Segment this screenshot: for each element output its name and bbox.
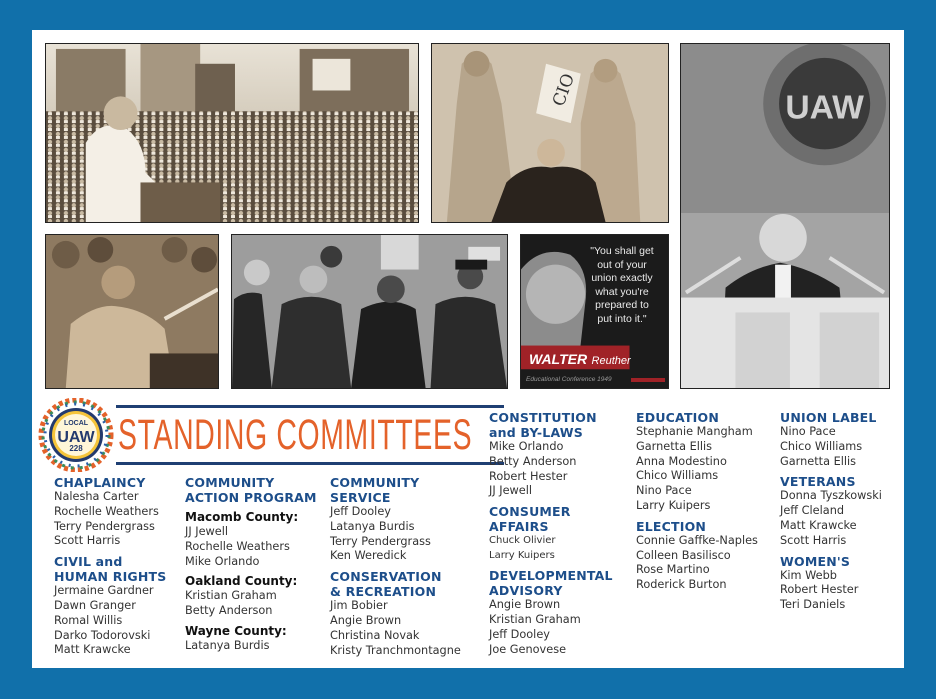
member-name: Jim Bobier <box>330 599 388 613</box>
member-name: Connie Gaffke-Naples <box>636 533 758 547</box>
committee-developmental <box>489 568 634 657</box>
committee-veterans <box>780 474 900 548</box>
svg-text:UAW: UAW <box>57 429 95 446</box>
member-name: Darko Todorovski <box>54 628 151 642</box>
member-name: Jermaine Gardner <box>54 584 154 598</box>
committee-title: WOMEN'S <box>780 553 851 569</box>
member-name: Robert Hester <box>780 583 859 597</box>
member-name: JJ Jewell <box>185 525 229 538</box>
quote-text: "You shall get out of your union exactly what you're prepared to put into it." <box>590 245 654 325</box>
member-name: Mike Orlando <box>489 440 564 453</box>
member-name: Christina Novak <box>330 628 420 642</box>
photo-reuther-quote <box>520 234 669 389</box>
committee-womens <box>780 554 900 613</box>
member-name: Kristian Graham <box>185 589 277 603</box>
member-name: Chico Williams <box>780 439 863 453</box>
member-name: Nino Pace <box>780 425 836 438</box>
member-name: Angie Brown <box>330 613 402 627</box>
member-name: Chico Williams <box>636 469 719 483</box>
photo-civil-rights-march <box>231 234 508 389</box>
member-name: Robert Hester <box>489 469 568 483</box>
standing-committees-header <box>38 398 473 472</box>
committee-title: CONSUMER <box>489 504 571 520</box>
committee-column-3 <box>330 475 488 663</box>
member-name: Jeff Cleland <box>780 504 845 518</box>
member-name: Jeff Dooley <box>330 505 391 518</box>
photo-rally-speech <box>45 43 419 223</box>
committee-title: EDUCATION <box>636 410 720 425</box>
member-name: Anna Modestino <box>636 454 727 468</box>
county-label: Macomb County: <box>185 510 299 524</box>
member-name: Jeff Dooley <box>489 627 550 641</box>
committee-title: HUMAN RIGHTS <box>54 569 167 585</box>
member-name: Scott Harris <box>780 533 847 547</box>
page-title: STANDING COMMITTEES <box>118 411 473 459</box>
photo-uaw-podium <box>680 43 890 389</box>
committee-title: ELECTION <box>636 518 707 534</box>
committee-consumer-affairs <box>489 504 634 563</box>
member-name: Joe Genovese <box>489 642 567 656</box>
committee-title: DEVELOPMENTAL <box>489 568 613 584</box>
committee-title: VETERANS <box>780 474 856 490</box>
member-name: Betty Anderson <box>489 454 577 468</box>
committee-title: and BY-LAWS <box>489 425 583 440</box>
committee-education <box>636 410 779 514</box>
member-name: Dawn Granger <box>54 598 136 612</box>
member-name: Romal Willis <box>54 613 123 627</box>
member-name: Ken Weredick <box>330 549 407 563</box>
committee-civil-rights <box>54 554 184 658</box>
committee-conservation <box>330 569 488 658</box>
committee-election <box>636 519 779 593</box>
member-name: Colleen Basilisco <box>636 548 731 562</box>
committee-union-label <box>780 410 900 469</box>
svg-text:CIO: CIO <box>547 70 579 109</box>
photo-cio-mural <box>431 43 669 223</box>
member-name: Teri Daniels <box>780 598 846 612</box>
svg-text:UAW: UAW <box>785 88 864 127</box>
committee-column-6 <box>780 410 900 618</box>
member-name: Garnetta Ellis <box>636 439 713 453</box>
quote-attribution: WALTER Reuther <box>529 351 631 367</box>
committee-column-1 <box>54 475 184 663</box>
member-name: Roderick Burton <box>636 578 727 592</box>
committee-title: CONSERVATION <box>330 569 442 585</box>
committee-title: CHAPLAINCY <box>54 475 146 490</box>
member-name: Kim Webb <box>780 568 837 582</box>
committee-title: COMMUNITY <box>185 475 275 490</box>
member-name: Kristy Tranchmontagne <box>330 643 461 657</box>
title-rule-top <box>116 405 504 408</box>
member-name: Betty Anderson <box>185 604 273 618</box>
photo-speaker-pointing <box>45 234 219 389</box>
committee-column-2 <box>185 475 327 659</box>
member-name: JJ Jewell <box>489 484 533 498</box>
committee-community-action <box>185 475 327 654</box>
quote-source-tag <box>631 378 665 382</box>
committee-column-5 <box>636 410 779 598</box>
committee-constitution <box>489 410 634 499</box>
committee-title: ADVISORY <box>489 583 563 599</box>
member-name: Chuck Olivier <box>489 535 556 547</box>
member-name: Nalesha Carter <box>54 490 139 503</box>
member-name: Matt Krawcke <box>54 643 131 657</box>
committee-title: & RECREATION <box>330 584 437 600</box>
committee-title: SERVICE <box>330 490 391 505</box>
committee-chaplaincy <box>54 475 184 549</box>
member-name: Larry Kuipers <box>489 549 555 561</box>
member-name: Terry Pendergrass <box>54 519 155 533</box>
committee-title: CONSTITUTION <box>489 410 597 425</box>
member-name: Angie Brown <box>489 598 561 612</box>
member-name: Latanya Burdis <box>330 519 415 533</box>
svg-text:228: 228 <box>69 444 83 453</box>
member-name: Scott Harris <box>54 534 121 548</box>
committee-title: ACTION PROGRAM <box>185 490 317 505</box>
member-name: Matt Krawcke <box>780 518 857 532</box>
member-name: Donna Tyszkowski <box>780 489 882 503</box>
quote-caption: Educational Conference 1949 <box>526 376 612 383</box>
committee-title: COMMUNITY <box>330 475 420 490</box>
member-name: Kristian Graham <box>489 612 581 626</box>
committee-column-4 <box>489 410 634 662</box>
title-bar <box>116 405 504 465</box>
committee-community-service <box>330 475 488 564</box>
member-name: Nino Pace <box>636 484 692 498</box>
county-label: Oakland County: <box>185 574 298 589</box>
member-name: Mike Orlando <box>185 554 260 568</box>
member-name: Latanya Burdis <box>185 638 270 652</box>
county-label: Wayne County: <box>185 623 287 638</box>
member-name: Larry Kuipers <box>636 498 711 512</box>
committee-title: AFFAIRS <box>489 519 549 535</box>
committee-title: UNION LABEL <box>780 410 877 425</box>
member-name: Rochelle Weathers <box>185 539 290 553</box>
svg-text:LOCAL: LOCAL <box>63 420 89 427</box>
local-228-logo <box>38 398 114 472</box>
member-name: Garnetta Ellis <box>780 454 857 468</box>
member-name: Rose Martino <box>636 563 710 577</box>
member-name: Stephanie Mangham <box>636 425 753 438</box>
member-name: Terry Pendergrass <box>330 534 431 548</box>
title-rule-bottom <box>116 462 504 465</box>
member-name: Rochelle Weathers <box>54 504 159 518</box>
committee-title: CIVIL and <box>54 554 123 570</box>
